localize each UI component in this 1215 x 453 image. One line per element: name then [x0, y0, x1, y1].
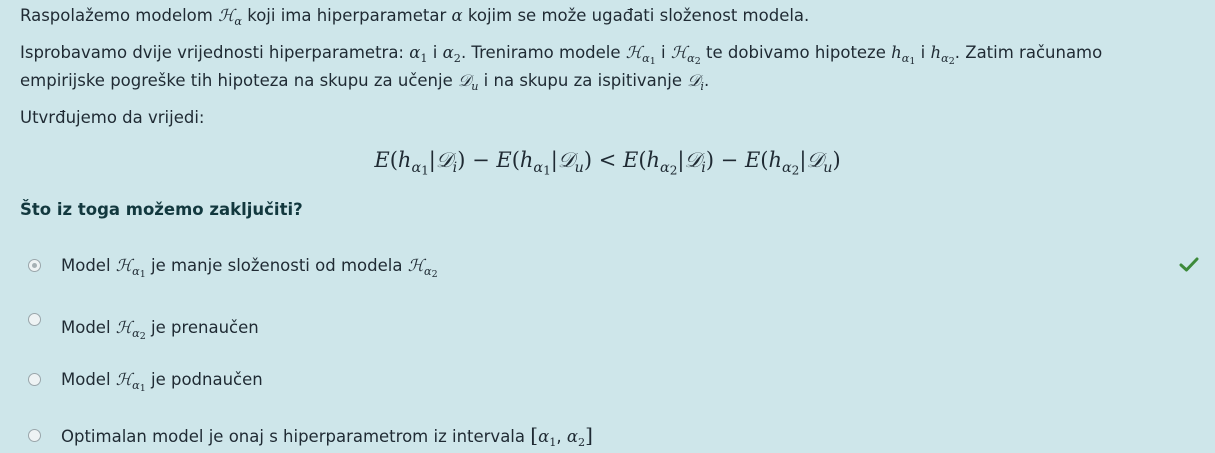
- question-text: i: [432, 43, 438, 62]
- math-model-h-alpha-1: ℋ$_{\alpha_1}$: [625, 43, 656, 67]
- answer-option-label: Model ℋ$_{\alpha_2}$ je prenaučen: [61, 318, 259, 342]
- question-text: kojim se može ugađati složenost modela.: [467, 6, 810, 25]
- question-text: te dobivamo hipoteze: [706, 43, 886, 62]
- answer-option-2[interactable]: [28, 312, 259, 342]
- math-alpha-2: $\alpha_2$: [442, 43, 461, 65]
- question-text: i: [661, 43, 666, 62]
- math-hypothesis-h-alpha-1: $h_{\alpha_1}$: [891, 43, 916, 67]
- question-prompt: Što iz toga možemo zaključiti?: [20, 200, 303, 219]
- question-text: . Zatim računamo: [954, 43, 1103, 62]
- math-hypothesis-h-alpha-2: $h_{\alpha_2}$: [930, 43, 955, 67]
- check-icon: [1179, 256, 1199, 274]
- radio-button[interactable]: [28, 373, 41, 386]
- question-paragraph-1: [20, 2, 1155, 30]
- answer-option-label: Model ℋ$_{\alpha_1}$ je podnaučen: [61, 370, 263, 394]
- answer-option-1[interactable]: [28, 256, 438, 280]
- answer-option-label: Model ℋ$_{\alpha_1}$ je manje složenosti od modela ℋ$_{\alpha_2}$: [61, 256, 438, 280]
- question-text: i na skupu za ispitivanje: [483, 71, 682, 90]
- radio-button[interactable]: [28, 429, 41, 442]
- math-alpha-1: $\alpha_1$: [409, 43, 428, 65]
- math-dataset-d-i: 𝒟$_i$: [687, 71, 704, 93]
- question-text: . Treniramo modele: [460, 43, 621, 62]
- inequality-formula: $E(h_{\alpha_1}|𝒟_i)$ − $E(h_{\alpha_1}|𝒟_u)$ < $E(h_{\alpha_2}|𝒟_i)$ − $E(h_{\alpha_2}|𝒟_u)$: [374, 148, 841, 178]
- question-paragraph-2: [20, 39, 1155, 95]
- answer-option-4[interactable]: [28, 423, 593, 447]
- math-alpha: α: [451, 6, 463, 25]
- question-text: Raspolažemo modelom: [20, 6, 213, 25]
- question-text: empirijske pogreške tih hipoteza na skupu za učenje: [20, 71, 453, 90]
- answer-option-label: Optimalan model je onaj s hiperparametrom iz intervala [$\alpha_1$, $\alpha_2$]: [61, 423, 593, 449]
- radio-button-selected[interactable]: [28, 259, 41, 272]
- question-text: i: [920, 43, 926, 62]
- math-model-h-alpha-2: ℋ$_{\alpha_2}$: [670, 43, 701, 67]
- math-model-h-alpha: ℋ$_\alpha$: [218, 6, 242, 28]
- answer-option-3[interactable]: [28, 370, 263, 394]
- radio-button[interactable]: [28, 313, 41, 326]
- question-text: Utvrđujemo da vrijedi:: [20, 108, 205, 127]
- question-text: .: [704, 71, 710, 90]
- math-dataset-d-u: 𝒟$_u$: [458, 71, 479, 93]
- question-paragraph-3: [20, 104, 1155, 132]
- question-text: koji ima hiperparametar: [247, 6, 447, 25]
- question-text: Isprobavamo dvije vrijednosti hiperparametra:: [20, 43, 404, 62]
